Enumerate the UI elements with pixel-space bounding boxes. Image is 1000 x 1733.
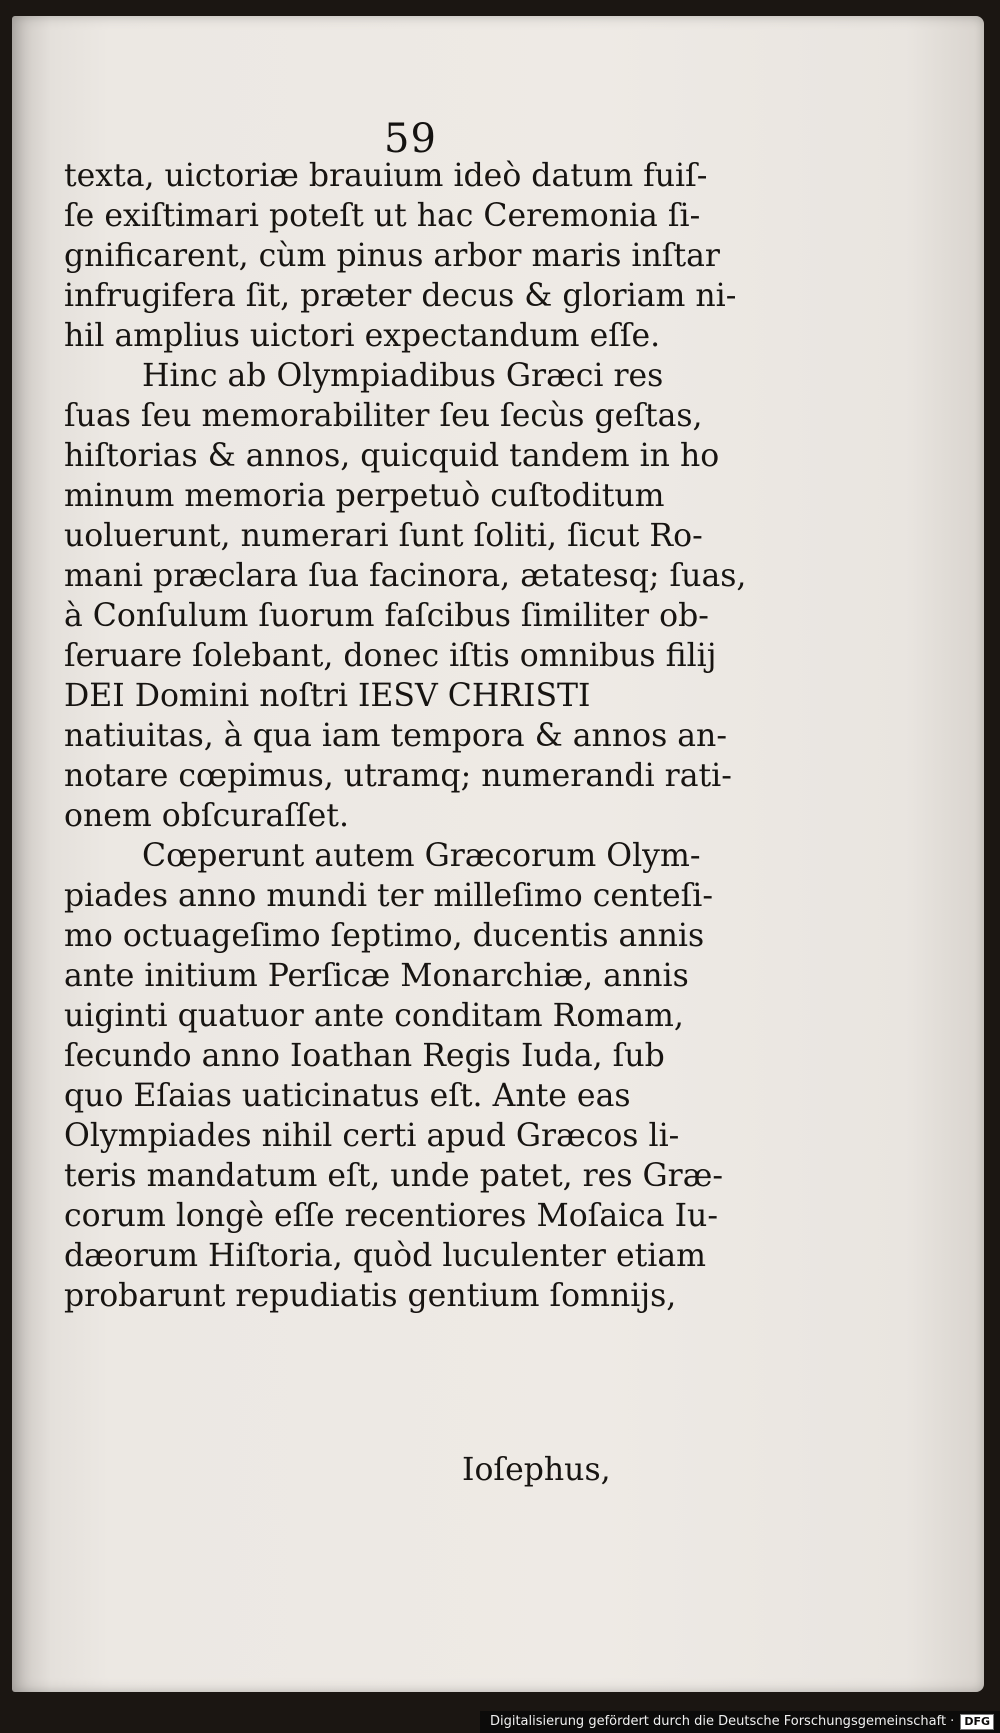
digitization-credit-bar [480,1711,1000,1733]
text-line: à Conſulum ſuorum faſcibus ſimiliter ob- [64,598,709,634]
text-line: texta, uictoriæ brauium ideò datum fuiſ- [64,158,708,194]
text-line: gnificarent, cùm pinus arbor maris inſtar [64,238,720,274]
text-line: corum longè eſſe recentiores Moſaica Iu- [64,1198,718,1234]
text-line: mani præclara ſua facinora, ætatesq; ſuas, [64,558,747,594]
text-line: teris mandatum eſt, unde patet, res Græ- [64,1158,723,1194]
text-line: ante initium Perſicæ Monarchiæ, annis [64,958,689,994]
body-text [64,156,747,1316]
text-line: piades anno mundi ter milleſimo centeſi- [64,878,713,914]
text-line: DEI Domini noſtri IESV CHRISTI [64,678,591,714]
text-line: notare cœpimus, utramq; numerandi rati- [64,758,732,794]
text-line: minum memoria perpetuò cuſtoditum [64,478,665,514]
text-line: hil amplius uictori expectandum eſſe. [64,318,661,354]
page-number: 59 [384,116,437,162]
paragraph [64,836,723,1316]
text-line: quo Eſaias uaticinatus eſt. Ante eas [64,1078,631,1114]
text-line: uoluerunt, numerari ſunt ſoliti, ſicut Ro- [64,518,703,554]
text-line: ſe exiſtimari poteſt ut hac Ceremonia ſi- [64,198,701,234]
paragraph [64,156,737,356]
dfg-logo: DFG [960,1714,994,1730]
text-line: Olympiades nihil certi apud Græcos li- [64,1118,680,1154]
text-line: dæorum Hiſtoria, quòd luculenter etiam [64,1238,707,1274]
text-line: ſuas ſeu memorabiliter ſeu ſecùs geſtas, [64,398,703,434]
paragraph [64,356,747,836]
text-line: ſecundo anno Ioathan Regis Iuda, ſub [64,1038,665,1074]
credit-text: Digitalisierung gefördert durch die Deutsche Forschungsgemeinschaft · [489,1714,955,1729]
text-line: onem obſcuraſſet. [64,798,349,834]
text-line: infrugifera ſit, præter decus & gloriam ni- [64,278,737,314]
catchword: Ioſephus, [462,1452,611,1488]
text-line: ſeruare ſolebant, donec iſtis omnibus filij [64,638,717,674]
text-line: probarunt repudiatis gentium ſomnijs, [64,1278,677,1314]
text-line: natiuitas, à qua iam tempora & annos an- [64,718,727,754]
text-line: Hinc ab Olympiadibus Græci res [142,358,664,394]
book-page [12,16,984,1692]
text-line: Cœperunt autem Græcorum Olym- [142,838,701,874]
text-line: hiſtorias & annos, quicquid tandem in ho [64,438,720,474]
text-line: uiginti quatuor ante conditam Romam, [64,998,684,1034]
text-line: mo octuageſimo ſeptimo, ducentis annis [64,918,705,954]
